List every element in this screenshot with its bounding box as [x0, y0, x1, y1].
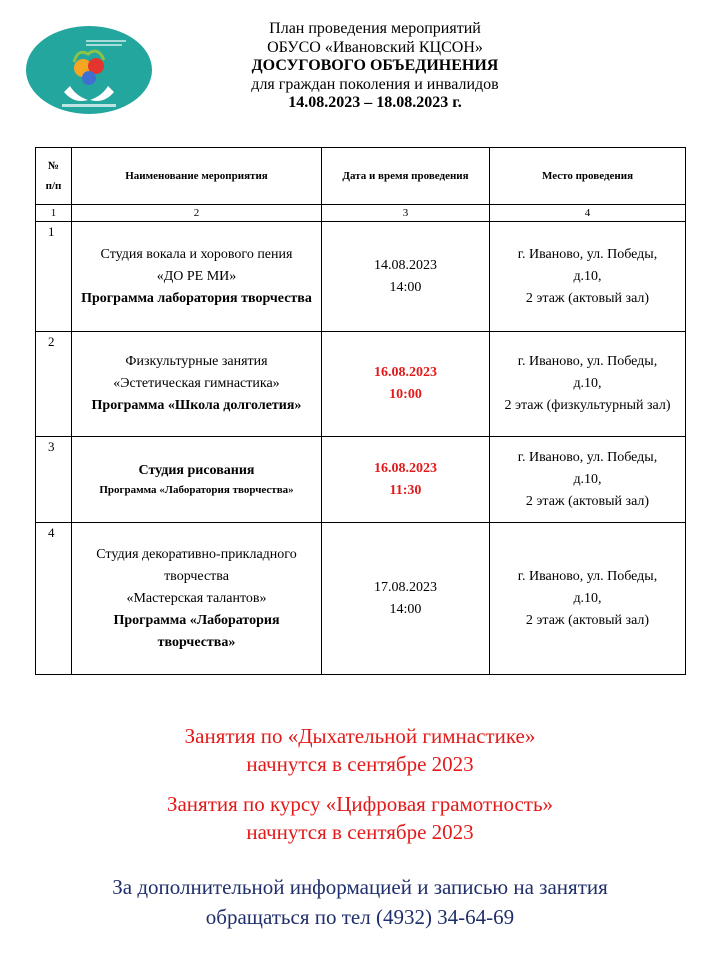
event-datetime [322, 523, 490, 675]
hands-heart-icon [26, 26, 152, 114]
header-name: Наименование мероприятия [72, 148, 322, 205]
events-table [35, 147, 686, 675]
table-row [36, 437, 686, 523]
row-number: 4 [36, 523, 72, 675]
event-place [490, 437, 686, 523]
event-datetime [322, 332, 490, 437]
event-name [72, 222, 322, 332]
row-number: 2 [36, 332, 72, 437]
column-number: 3 [322, 205, 490, 222]
header-association: ДОСУГОВОГО ОБЪЕДИНЕНИЯ [251, 57, 499, 74]
event-date: 16.08.2023 [374, 365, 437, 380]
digital-literacy-notice [60, 790, 660, 846]
event-program: Программа лаборатория творчества [81, 290, 312, 306]
contact-info [40, 872, 680, 932]
event-time: 14:00 [389, 601, 422, 617]
header-organization: ОБУСО «Ивановский КЦСОН» [267, 38, 483, 56]
event-program: Программа «Лаборатория творчества» [99, 484, 294, 496]
event-name [72, 332, 322, 437]
document-header [200, 20, 550, 113]
event-subtitle: «Эстетическая гимнастика» [113, 376, 280, 391]
organization-logo [26, 26, 152, 114]
breathing-notice-title: Занятия по «Дыхательной гимнастике» [184, 724, 536, 748]
column-number: 2 [72, 205, 322, 222]
header-num-sign: № [47, 160, 60, 172]
event-title: Физкультурные занятия [125, 354, 268, 369]
place-room: 2 этаж (актовый зал) [525, 612, 650, 628]
place-building: д.10, [573, 471, 602, 487]
column-number-row [36, 205, 686, 222]
event-program: Программа «Лаборатория творчества» [113, 612, 280, 650]
event-time: 11:30 [389, 482, 422, 498]
header-title: План проведения мероприятий [269, 20, 481, 37]
event-date: 16.08.2023 [374, 460, 437, 476]
event-title: Студия рисования [138, 463, 255, 478]
header-place: Место проведения [490, 148, 686, 205]
event-datetime [322, 437, 490, 523]
header-period: 14.08.2023 – 18.08.2023 г. [288, 94, 462, 111]
place-street: г. Иваново, ул. Победы, [517, 568, 658, 584]
table-header-row [36, 148, 686, 205]
event-name [72, 523, 322, 675]
event-datetime [322, 222, 490, 332]
digital-notice-date: начнутся в сентябре 2023 [246, 820, 474, 844]
event-name [72, 437, 322, 523]
place-building: д.10, [573, 590, 602, 606]
event-date: 14.08.2023 [374, 257, 437, 273]
place-room: 2 этаж (физкультурный зал) [504, 398, 671, 413]
event-title: Студия декоративно-прикладного творчества [96, 546, 297, 584]
place-room: 2 этаж (актовый зал) [525, 493, 650, 509]
table-row [36, 523, 686, 675]
place-building: д.10, [573, 376, 602, 391]
event-place [490, 523, 686, 675]
header-num [36, 148, 72, 205]
event-program: Программа «Школа долголетия» [91, 398, 302, 413]
breathing-notice [60, 722, 660, 778]
event-time: 14:00 [389, 279, 422, 295]
event-place [490, 332, 686, 437]
event-place [490, 222, 686, 332]
column-number: 1 [36, 205, 72, 222]
place-building: д.10, [573, 268, 602, 284]
event-subtitle: «ДО РЕ МИ» [156, 268, 237, 284]
header-num-abbr: п/п [45, 180, 62, 192]
header-date: Дата и время проведения [322, 148, 490, 205]
table-row [36, 332, 686, 437]
event-date: 17.08.2023 [374, 579, 437, 595]
place-street: г. Иваново, ул. Победы, [517, 449, 658, 465]
place-street: г. Иваново, ул. Победы, [517, 354, 658, 369]
place-street: г. Иваново, ул. Победы, [517, 246, 658, 262]
column-number: 4 [490, 205, 686, 222]
contact-phone: обращаться по тел (4932) 34-64-69 [205, 905, 515, 929]
header-audience: для граждан поколения и инвалидов [251, 75, 499, 93]
breathing-notice-date: начнутся в сентябре 2023 [246, 752, 474, 776]
row-number: 3 [36, 437, 72, 523]
place-room: 2 этаж (актовый зал) [525, 290, 650, 306]
digital-notice-title: Занятия по курсу «Цифровая грамотность» [166, 792, 554, 816]
table-row [36, 222, 686, 332]
event-time: 10:00 [389, 387, 422, 402]
event-subtitle: «Мастерская талантов» [126, 590, 267, 606]
contact-text: За дополнительной информацией и записью на занятия [112, 875, 608, 899]
event-title: Студия вокала и хорового пения [100, 246, 293, 262]
row-number: 1 [36, 222, 72, 332]
